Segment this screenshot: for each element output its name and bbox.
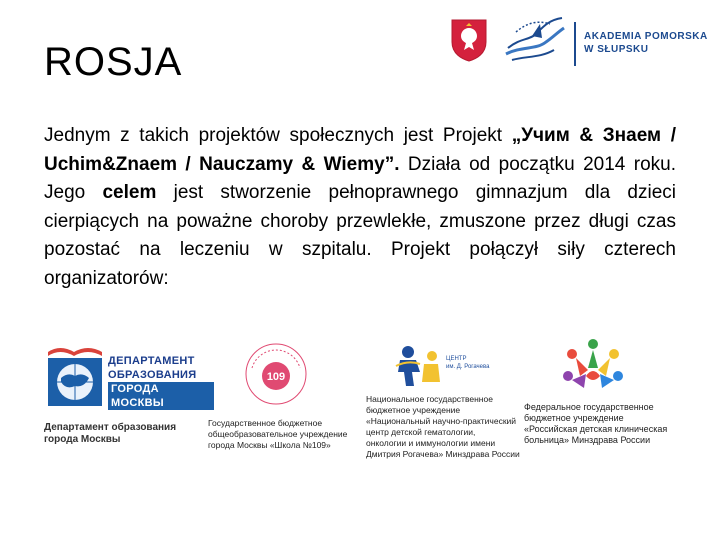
hospital-caption-line2: бюджетное учреждение bbox=[524, 413, 624, 423]
school-caption-line2: общеобразовательное учреждение bbox=[208, 429, 348, 439]
department-logo-line3: ГОРОДА МОСКВЫ bbox=[108, 382, 214, 410]
children-hospital-logo-icon bbox=[558, 336, 628, 398]
organizer-department bbox=[44, 342, 214, 452]
rogachev-center-logo-icon bbox=[394, 342, 490, 390]
school-number: 109 bbox=[266, 371, 286, 383]
hospital-caption bbox=[524, 402, 667, 446]
rogachev-caption bbox=[366, 394, 520, 460]
svg-text:ЦЕНТР: ЦЕНТР bbox=[446, 356, 467, 362]
hospital-caption-line4: больница» Минздрава России bbox=[524, 435, 651, 445]
organizer-children-hospital bbox=[524, 336, 694, 452]
paragraph-part2: Działa od początku 2014 roku. Jego bbox=[44, 153, 676, 203]
academy-name-line2: W SŁUPSKU bbox=[584, 44, 649, 55]
department-caption-line2: города Москвы bbox=[44, 434, 121, 445]
paragraph-part3: jest stworzenie pełnoprawnego gimnazjum dla dzieci cierpiących na poważne choroby przewlekłe, zmuszone przez długi czas pozostać na leczeniu w szpitalu. Projekt połączył siły czterech organizatorów: bbox=[44, 182, 676, 289]
paragraph-part1: Jednym z takich projektów społecznych jest Projekt bbox=[44, 125, 512, 146]
department-caption bbox=[44, 422, 176, 446]
organizer-rogachev-center bbox=[366, 340, 526, 459]
rogachev-caption-line2: бюджетное учреждение bbox=[366, 405, 461, 415]
rogachev-caption-line1: Национальное государственное bbox=[366, 394, 493, 404]
department-logo-text bbox=[108, 354, 214, 410]
svg-text:им. Д. Рогачева: им. Д. Рогачева bbox=[446, 364, 490, 370]
department-caption-line1: Департамент образования bbox=[44, 422, 177, 433]
school-caption bbox=[208, 418, 347, 451]
department-logo-line2: ОБРАЗОВАНИЯ bbox=[108, 369, 197, 381]
department-logo-line1: ДЕПАРТАМЕНТ bbox=[108, 355, 195, 367]
academy-name-line1: AKADEMIA POMORSKA bbox=[584, 31, 708, 42]
department-globe-icon bbox=[44, 342, 106, 408]
slide-paragraph bbox=[44, 122, 676, 293]
project-name: „Учим & Знаем / Uchim&Znaem / Nauczamy & Wiemy”. bbox=[44, 125, 676, 175]
rogachev-caption-line5: онкологии и иммунологии имени bbox=[366, 438, 496, 448]
school-caption-line1: Государственное бюджетное bbox=[208, 418, 323, 428]
hospital-caption-line3: «Российская детская клиническая bbox=[524, 424, 668, 434]
polish-eagle-emblem-icon bbox=[450, 18, 488, 62]
school-caption-line3: города Москвы «Школа №109» bbox=[208, 440, 331, 450]
slide-title: ROSJA bbox=[44, 40, 183, 84]
organizer-school-109 bbox=[206, 340, 366, 452]
hospital-caption-line1: Федеральное государственное bbox=[524, 402, 654, 412]
logo-divider bbox=[574, 22, 576, 66]
rogachev-caption-line6: Дмитрия Рогачева» Минздрава России bbox=[366, 449, 520, 459]
school-109-logo-icon bbox=[244, 342, 308, 406]
akademia-emblem-icon bbox=[502, 14, 568, 66]
header-logos bbox=[450, 14, 710, 66]
rogachev-caption-line3: «Национальный научно-практический bbox=[366, 416, 517, 426]
paragraph-bold-celem: celem bbox=[102, 182, 157, 203]
rogachev-caption-line4: центр детской гематологии, bbox=[366, 427, 476, 437]
academy-name bbox=[584, 30, 708, 56]
